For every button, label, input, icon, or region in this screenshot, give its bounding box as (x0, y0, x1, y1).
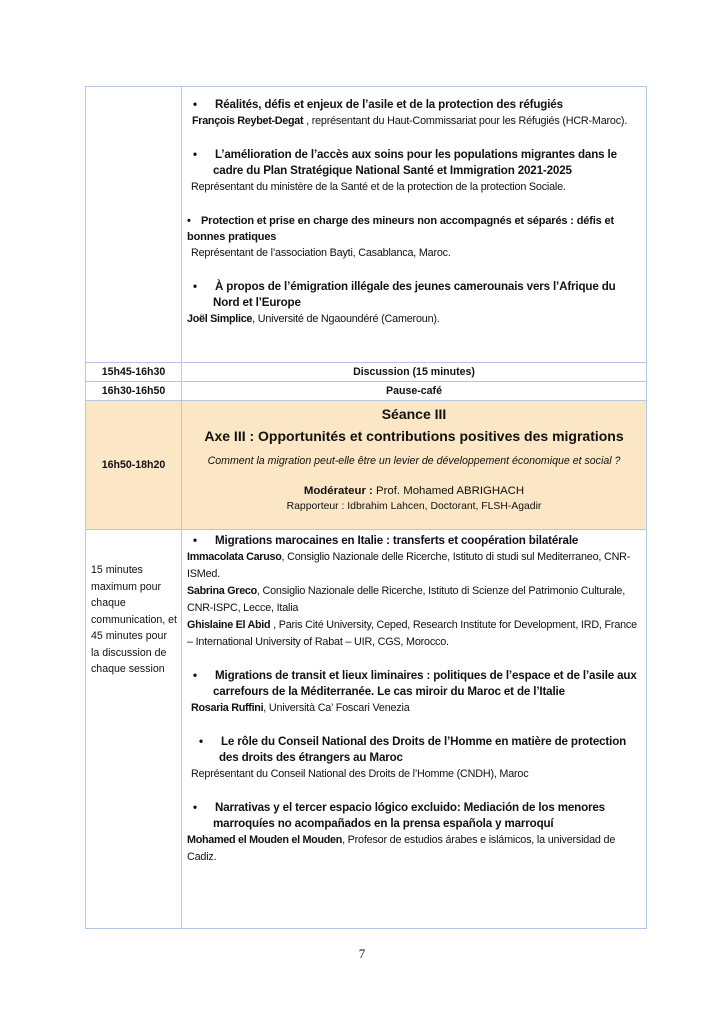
speaker-affiliation: , Consiglio Nazionale delle Ricerche, Istituto di studi sul Mediterraneo, CNR-ISMed. (187, 551, 631, 580)
speaker-name: Immacolata Caruso (187, 551, 282, 563)
speaker-affiliation: , Università Ca’ Foscari Venezia (263, 702, 410, 714)
table-row (86, 363, 647, 382)
program-table (85, 86, 647, 929)
speaker-line (187, 832, 642, 866)
speaker-line (187, 617, 642, 651)
speaker-name: Joël Simplice (187, 313, 253, 325)
speaker-line (187, 583, 642, 617)
speaker-line (187, 700, 642, 717)
session-title: Séance III (381, 406, 447, 422)
speaker-line (187, 549, 642, 583)
bullet-icon: • (193, 669, 197, 682)
bullet-icon: • (193, 98, 197, 111)
speaker-name: Ghislaine El Abid (187, 619, 271, 631)
session-question: Comment la migration peut-elle être un levier de développement économique et social ? (207, 455, 621, 467)
speaker-line (187, 311, 642, 328)
talk-title: • Migrations de transit et lieux liminaires : politiques de l’espace et de l’asile aux carrefours de la Méditerranée. Le cas miroir du Maroc et de l’Italie (193, 669, 637, 698)
bullet-icon: • (187, 215, 191, 227)
talk-title: • Narrativas y el tercer espacio lógico excluido: Mediación de los menores marroquíes no acompañados en la prensa española y marroquí (193, 801, 605, 830)
talk-title: • Migrations marocaines en Italie : transferts et coopération bilatérale (193, 534, 579, 547)
speaker-line: Représentant du ministère de la Santé et de la protection de la protection Sociale. (191, 181, 566, 193)
bullet-icon: • (193, 801, 197, 814)
time-cell-empty (86, 87, 182, 363)
speaker-affiliation: , Université de Ngaoundéré (Cameroun). (252, 313, 440, 325)
list-item (187, 147, 642, 196)
talk-title: • À propos de l’émigration illégale des jeunes camerounais vers l’Afrique du Nord et l’Europe (193, 280, 616, 309)
table-row (86, 530, 647, 929)
bullet-icon: • (193, 280, 197, 293)
moderator-line (182, 483, 646, 499)
speaker-affiliation: , Paris Cité University, Ceped, Research Institute for Development, IRD, France – International University of Rabat – UIR, CGS, Morocco. (187, 619, 637, 648)
speaker-name: Mohamed el Mouden el Mouden (187, 834, 343, 846)
content-cell (182, 530, 647, 929)
content-cell (182, 87, 647, 363)
speaker-affiliation: , Profesor de estudios árabes e islámicos, la universidad de Cadiz. (187, 834, 616, 863)
list-item (187, 279, 642, 328)
speaker-name: Rosaria Ruffini (191, 702, 264, 714)
speaker-name: Sabrina Greco (187, 585, 257, 597)
time-cell: 16h30-16h50 (86, 382, 182, 401)
talk-title: • Le rôle du Conseil National des Droits de l’Homme en matière de protection des droits des étrangers au Maroc (199, 735, 627, 764)
talk-title: • L’amélioration de l’accès aux soins pour les populations migrantes dans le cadre du Plan Stratégique National Santé et Immigration 2021-2025 (193, 148, 617, 177)
speaker-line (187, 113, 642, 130)
session-note-cell (86, 530, 182, 929)
bullet-icon: • (193, 534, 197, 547)
list-item (187, 800, 642, 866)
speaker-name: François Reybet-Degat (192, 115, 304, 127)
table-row (86, 87, 647, 363)
talk-title: • Réalités, défis et enjeux de l’asile et de la protection des réfugiés (193, 98, 563, 111)
talk-title: • Protection et prise en charge des mineurs non accompagnés et séparés : défis et bonnes pratiques (187, 215, 615, 243)
list-item (187, 533, 642, 651)
time-cell: 16h50-18h20 (86, 401, 182, 530)
time-cell: 15h45-16h30 (86, 363, 182, 382)
list-item (187, 97, 642, 130)
bullet-icon: • (193, 148, 197, 161)
session-header-cell (182, 401, 647, 530)
moderator-label: Modérateur : (303, 485, 373, 497)
speaker-line: Représentant du Conseil National des Droits de l’Homme (CNDH), Maroc (191, 768, 529, 780)
list-item (187, 734, 642, 783)
list-item (187, 213, 642, 262)
session-note: 15 minutes maximum pour chaque communication, et 45 minutes pour la discussion de chaque session (91, 564, 177, 675)
speaker-line: Représentant de l’association Bayti, Casablanca, Maroc. (191, 247, 451, 259)
session-header-row (86, 401, 647, 530)
discussion-label: Discussion (15 minutes) (182, 363, 647, 382)
speaker-affiliation: , Consiglio Nazionale delle Ricerche, Istituto di Scienze del Patrimonio Culturale, CNR-ISPC, Lecce, Italia (187, 585, 626, 614)
list-item (187, 668, 642, 717)
moderator-name: Prof. Mohamed ABRIGHACH (372, 485, 525, 497)
bullet-icon: • (199, 735, 203, 748)
rapporteur-line: Rapporteur : Idbrahim Lahcen, Doctorant, FLSH-Agadir (286, 501, 542, 512)
page-number: 7 (358, 946, 366, 961)
table-row (86, 382, 647, 401)
pause-label: Pause-café (182, 382, 647, 401)
session-axis: Axe III : Opportunités et contributions positives des migrations (204, 428, 624, 444)
speaker-affiliation: , représentant du Haut-Commissariat pour les Réfugiés (HCR-Maroc). (303, 115, 628, 127)
